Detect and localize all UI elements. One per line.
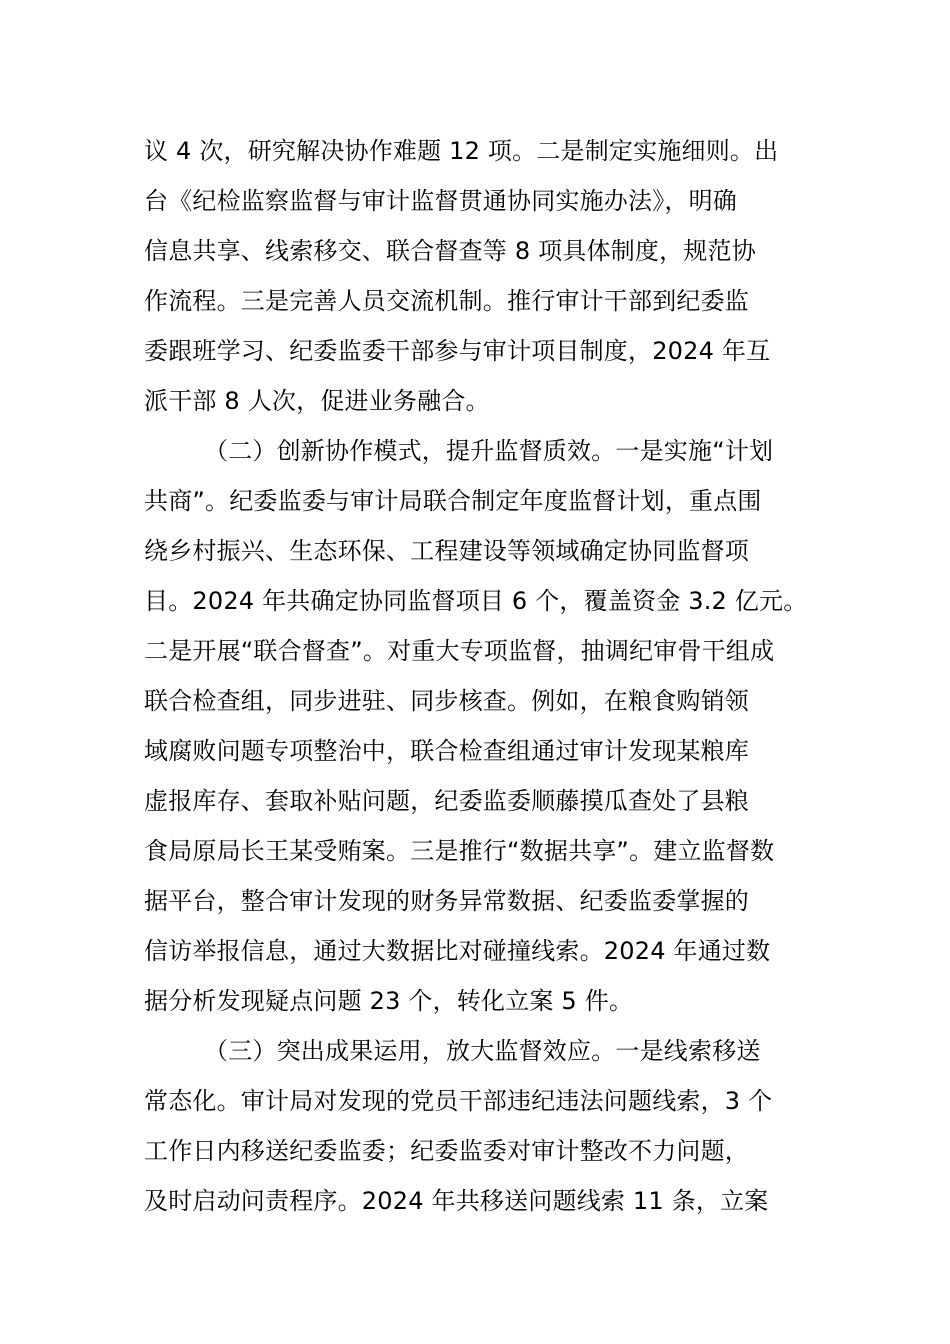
- text-line: 目。2024 年共确定协同监督项目 6 个，覆盖资金 3.2 亿元。: [144, 587, 808, 615]
- text-line: 联合检查组，同步进驻、同步核查。例如，在粮食购销领: [144, 687, 749, 715]
- text-line: 及时启动问责程序。2024 年共移送问题线索 11 条，立案: [144, 1187, 769, 1215]
- body-text: [144, 126, 834, 1226]
- text-line: 信息共享、线索移交、联合督查等 8 项具体制度，规范协: [144, 237, 756, 265]
- text-line: 域腐败问题专项整治中，联合检查组通过审计发现某粮库: [144, 737, 749, 765]
- text-line: 工作日内移送纪委监委；纪委监委对审计整改不力问题，: [144, 1137, 749, 1165]
- paragraph-first-line: （二）创新协作模式，提升监督质效。一是实施“计划: [204, 437, 774, 465]
- text-line: 作流程。三是完善人员交流机制。推行审计干部到纪委监: [144, 287, 749, 315]
- text-line: 常态化。审计局对发现的党员干部违纪违法问题线索，3 个: [144, 1087, 773, 1115]
- text-line: 据平台，整合审计发现的财务异常数据、纪委监委掌握的: [144, 887, 749, 915]
- text-line: 共商”。纪委监委与审计局联合制定年度监督计划，重点围: [144, 487, 762, 515]
- text-line: 二是开展“联合督查”。对重大专项监督，抽调纪审骨干组成: [144, 637, 775, 665]
- text-line: 派干部 8 人次，促进业务融合。: [144, 387, 490, 415]
- text-line: 信访举报信息，通过大数据比对碰撞线索。2024 年通过数: [144, 937, 771, 965]
- text-line: 议 4 次，研究解决协作难题 12 项。二是制定实施细则。出: [144, 137, 779, 165]
- text-line: 委跟班学习、纪委监委干部参与审计项目制度，2024 年互: [144, 337, 771, 365]
- text-line: 绕乡村振兴、生态环保、工程建设等领域确定协同监督项: [144, 537, 749, 565]
- text-line: 食局原局长王某受贿案。三是推行“数据共享”。建立监督数: [144, 837, 775, 865]
- paragraph-first-line: （三）突出成果运用，放大监督效应。一是线索移送: [204, 1037, 761, 1065]
- text-line: 虚报库存、套取补贴问题，纪委监委顺藤摸瓜查处了县粮: [144, 787, 749, 815]
- text-line: 据分析发现疑点问题 23 个，转化立案 5 件。: [144, 987, 634, 1015]
- text-line: 台《纪检监察监督与审计监督贯通协同实施办法》，明确: [144, 187, 737, 215]
